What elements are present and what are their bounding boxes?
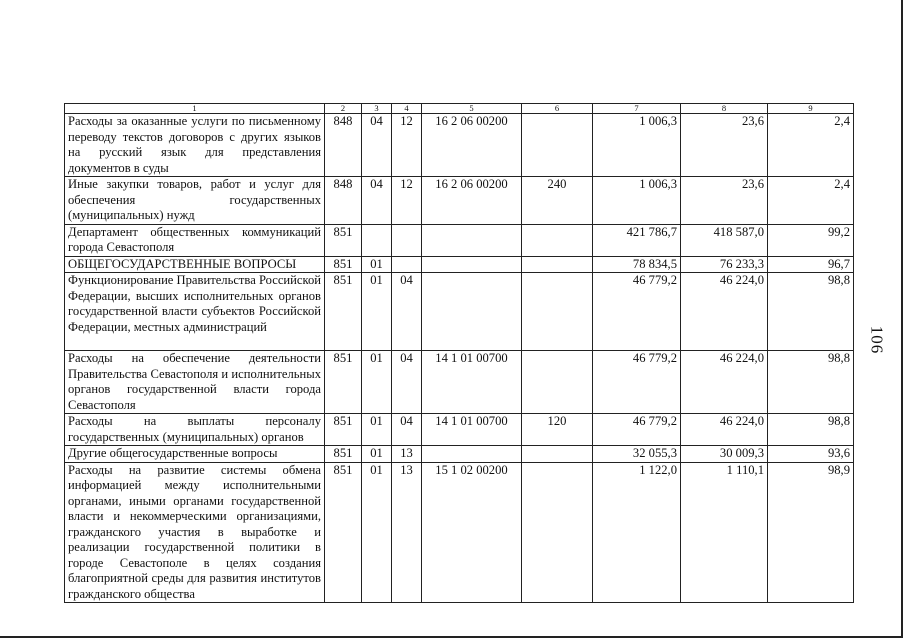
row-name: ОБЩЕГОСУДАРСТВЕННЫЕ ВОПРОСЫ xyxy=(65,256,325,273)
cell-c2: 851 xyxy=(325,224,362,256)
cell-c9: 98,8 xyxy=(768,351,854,414)
cell-c4: 12 xyxy=(392,114,422,177)
cell-c3: 04 xyxy=(362,114,392,177)
page-number: 106 xyxy=(867,325,887,355)
cell-c2: 851 xyxy=(325,256,362,273)
cell-c4: 04 xyxy=(392,414,422,446)
cell-c6 xyxy=(522,224,593,256)
row-name: Другие общегосударственные вопросы xyxy=(65,446,325,463)
row-name: Функционирование Правительства Российской Федерации, высших исполнительных органов государственной власти субъектов Российской Федерации, местных администраций xyxy=(65,273,325,351)
cell-c3: 01 xyxy=(362,256,392,273)
cell-c9: 98,8 xyxy=(768,273,854,351)
cell-c8: 23,6 xyxy=(681,177,768,225)
cell-c7: 1 122,0 xyxy=(593,462,681,603)
cell-c4 xyxy=(392,224,422,256)
column-header: 6 xyxy=(522,104,593,114)
cell-c9: 93,6 xyxy=(768,446,854,463)
row-name: Департамент общественных коммуникаций города Севастополя xyxy=(65,224,325,256)
cell-c7: 1 006,3 xyxy=(593,177,681,225)
table-row xyxy=(65,414,854,446)
table-row xyxy=(65,462,854,603)
header-row xyxy=(65,104,854,114)
cell-c4 xyxy=(392,256,422,273)
cell-c9: 98,9 xyxy=(768,462,854,603)
cell-c2: 851 xyxy=(325,462,362,603)
cell-c2: 848 xyxy=(325,177,362,225)
cell-c8: 418 587,0 xyxy=(681,224,768,256)
cell-c8: 23,6 xyxy=(681,114,768,177)
column-header: 5 xyxy=(422,104,522,114)
cell-c4: 13 xyxy=(392,462,422,603)
table-row xyxy=(65,114,854,177)
cell-c7: 46 779,2 xyxy=(593,414,681,446)
cell-c4: 04 xyxy=(392,351,422,414)
cell-c3: 01 xyxy=(362,446,392,463)
cell-c8: 30 009,3 xyxy=(681,446,768,463)
cell-c9: 2,4 xyxy=(768,177,854,225)
cell-c7: 421 786,7 xyxy=(593,224,681,256)
cell-c3: 01 xyxy=(362,414,392,446)
row-name: Расходы на обеспечение деятельности Правительства Севастополя и исполнительных органов государственной власти города Севастополя xyxy=(65,351,325,414)
row-name: Расходы за оказанные услуги по письменному переводу текстов договоров с других языков на русский язык для представления документов в суды xyxy=(65,114,325,177)
table-row xyxy=(65,224,854,256)
column-header: 1 xyxy=(65,104,325,114)
cell-c6: 120 xyxy=(522,414,593,446)
cell-c9: 2,4 xyxy=(768,114,854,177)
cell-c8: 46 224,0 xyxy=(681,273,768,351)
cell-c6: 240 xyxy=(522,177,593,225)
cell-c2: 851 xyxy=(325,414,362,446)
budget-table xyxy=(64,103,854,603)
cell-c2: 851 xyxy=(325,273,362,351)
cell-c7: 46 779,2 xyxy=(593,351,681,414)
cell-c7: 78 834,5 xyxy=(593,256,681,273)
cell-c2: 851 xyxy=(325,446,362,463)
table-row xyxy=(65,446,854,463)
cell-c5: 14 1 01 00700 xyxy=(422,351,522,414)
cell-c5: 15 1 02 00200 xyxy=(422,462,522,603)
cell-c5 xyxy=(422,273,522,351)
cell-c7: 32 055,3 xyxy=(593,446,681,463)
cell-c3: 01 xyxy=(362,462,392,603)
cell-c8: 76 233,3 xyxy=(681,256,768,273)
cell-c5 xyxy=(422,224,522,256)
table-row xyxy=(65,273,854,351)
cell-c9: 99,2 xyxy=(768,224,854,256)
column-header: 8 xyxy=(681,104,768,114)
cell-c7: 46 779,2 xyxy=(593,273,681,351)
column-header: 9 xyxy=(768,104,854,114)
table-row xyxy=(65,351,854,414)
cell-c6 xyxy=(522,273,593,351)
cell-c8: 46 224,0 xyxy=(681,414,768,446)
cell-c5: 16 2 06 00200 xyxy=(422,114,522,177)
cell-c6 xyxy=(522,114,593,177)
cell-c6 xyxy=(522,462,593,603)
cell-c3 xyxy=(362,224,392,256)
row-name: Иные закупки товаров, работ и услуг для обеспечения государственных (муниципальных) нужд xyxy=(65,177,325,225)
cell-c4: 04 xyxy=(392,273,422,351)
cell-c9: 96,7 xyxy=(768,256,854,273)
cell-c5: 16 2 06 00200 xyxy=(422,177,522,225)
column-header: 4 xyxy=(392,104,422,114)
table-row xyxy=(65,256,854,273)
cell-c2: 848 xyxy=(325,114,362,177)
cell-c5 xyxy=(422,256,522,273)
column-header: 7 xyxy=(593,104,681,114)
row-name: Расходы на развитие системы обмена информацией между исполнительными органами, иными органами государственной власти и некоммерческими организациями, гражданского участия в выработке и реализации государственной политики в городе Севастополе в целях создания благоприятной среды для развития институтов гражданского общества xyxy=(65,462,325,603)
cell-c4: 12 xyxy=(392,177,422,225)
cell-c3: 04 xyxy=(362,177,392,225)
cell-c6 xyxy=(522,351,593,414)
cell-c7: 1 006,3 xyxy=(593,114,681,177)
column-header: 2 xyxy=(325,104,362,114)
row-name: Расходы на выплаты персоналу государственных (муниципальных) органов xyxy=(65,414,325,446)
cell-c3: 01 xyxy=(362,351,392,414)
cell-c5: 14 1 01 00700 xyxy=(422,414,522,446)
cell-c8: 1 110,1 xyxy=(681,462,768,603)
cell-c9: 98,8 xyxy=(768,414,854,446)
cell-c2: 851 xyxy=(325,351,362,414)
cell-c3: 01 xyxy=(362,273,392,351)
column-header: 3 xyxy=(362,104,392,114)
table-row xyxy=(65,177,854,225)
cell-c8: 46 224,0 xyxy=(681,351,768,414)
cell-c4: 13 xyxy=(392,446,422,463)
cell-c6 xyxy=(522,256,593,273)
cell-c6 xyxy=(522,446,593,463)
cell-c5 xyxy=(422,446,522,463)
